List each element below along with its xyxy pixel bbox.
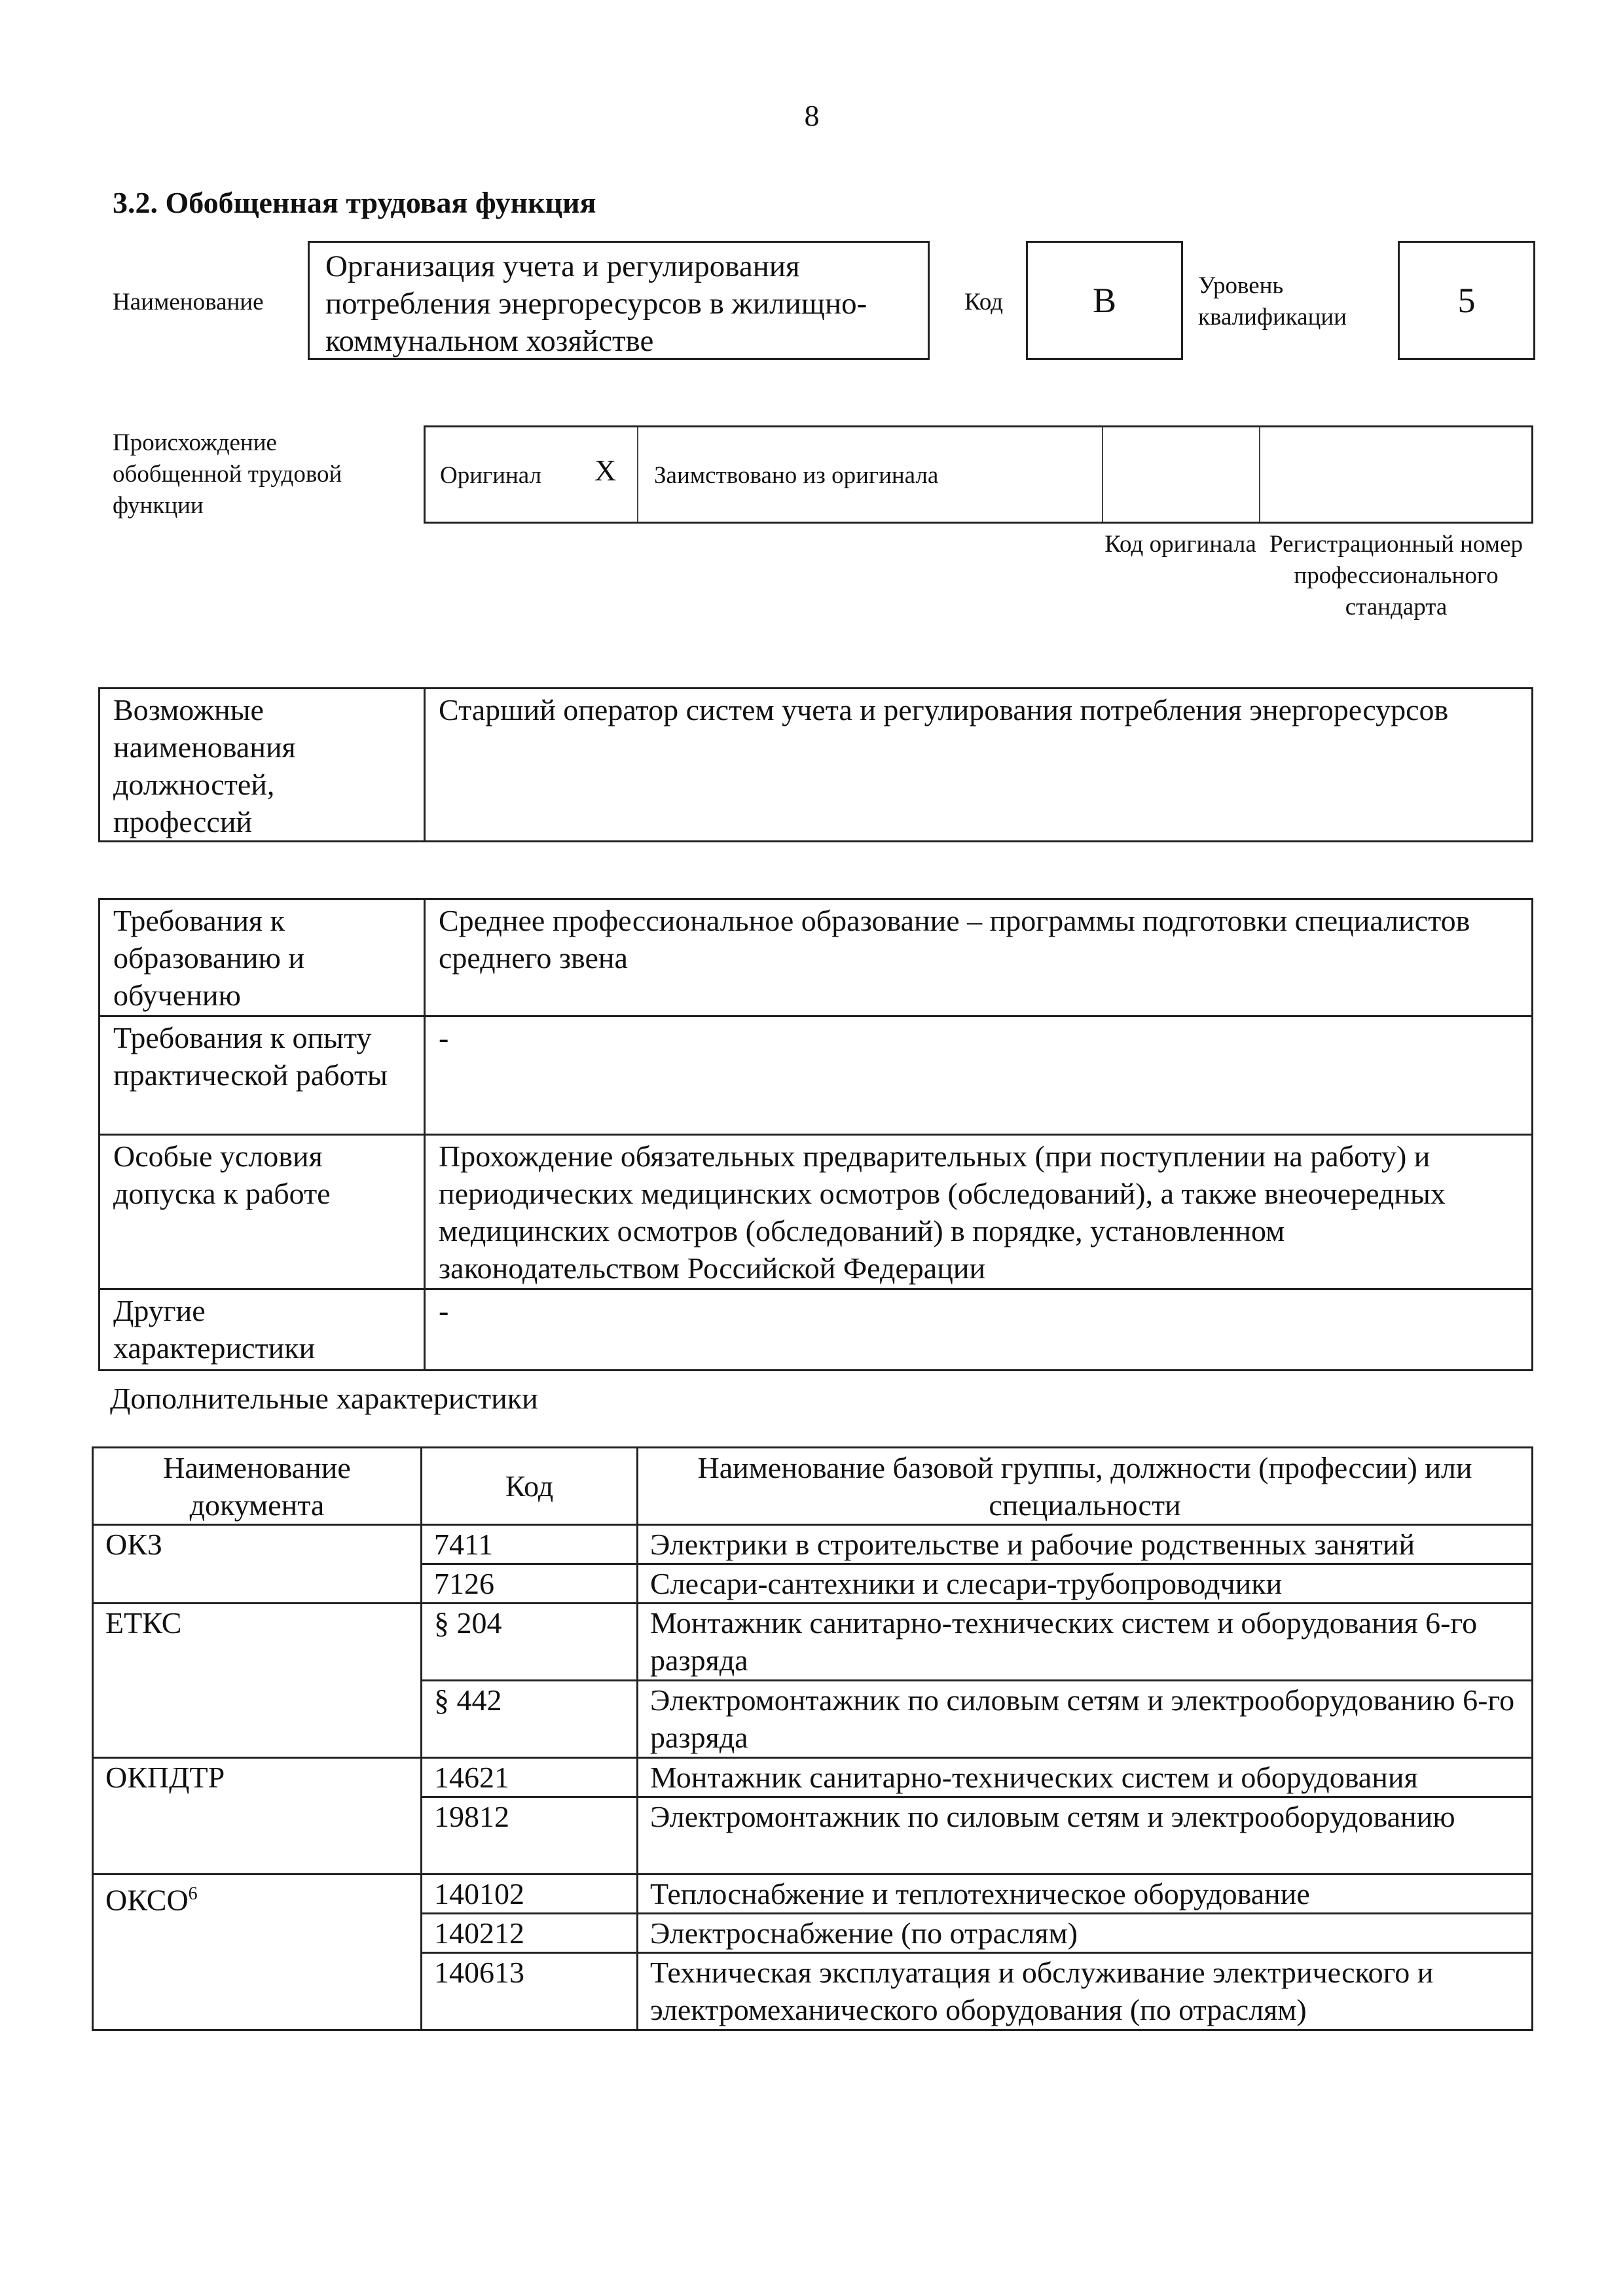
code-cell: 140102 — [422, 1874, 638, 1914]
admission-label: Особые условия допуска к работе — [100, 1135, 425, 1289]
name-cell: Электроснабжение (по отраслям) — [638, 1914, 1533, 1953]
code-cell: § 442 — [422, 1681, 638, 1758]
code-cell: 7126 — [422, 1564, 638, 1604]
requirements-table — [98, 898, 1533, 1371]
code-box — [1026, 241, 1183, 360]
origin-reg-cell — [1260, 427, 1531, 522]
origin-code-caption: Код оригинала — [1104, 531, 1256, 558]
code-cell: 19812 — [422, 1797, 638, 1874]
doc-okpdtr: ОКПДТР — [93, 1758, 422, 1874]
level-value: 5 — [1457, 281, 1476, 320]
origin-borrowed-cell — [638, 427, 1103, 522]
column-header: Наименование документа — [93, 1448, 422, 1525]
name-cell: Электрики в строительстве и рабочие родственных занятий — [638, 1525, 1533, 1564]
page-number: 8 — [804, 99, 820, 132]
doc-okz: ОКЗ — [93, 1525, 422, 1604]
origin-reg-caption: Регистрационный номер профессионального стандарта — [1269, 531, 1523, 620]
name-cell: Монтажник санитарно-технических систем и оборудования 6-го разряда — [638, 1604, 1533, 1681]
name-cell: Электромонтажник по силовым сетям и электрооборудованию 6-го разряда — [638, 1681, 1533, 1758]
positions-value: Старший оператор систем учета и регулирования потребления энергоресурсов — [425, 689, 1533, 842]
doc-okso-text: ОКСО — [105, 1883, 189, 1917]
code-cell: 14621 — [422, 1758, 638, 1797]
experience-label: Требования к опыту практической работы — [100, 1016, 425, 1135]
other-value: - — [425, 1289, 1533, 1371]
positions-label: Возможные наименования должностей, профессий — [100, 689, 425, 842]
name-cell: Слесари-сантехники и слесари-трубопроводчики — [638, 1564, 1533, 1604]
admission-value: Прохождение обязательных предварительных (при поступлении на работу) и периодических медицинских осмотров (обследований), а также внеочередных медицинских осмотров (обследований) в порядке, установленном законодательством Российской Федерации — [425, 1135, 1533, 1289]
code-label: Код — [964, 289, 1004, 315]
education-value: Среднее профессиональное образование – программы подготовки специалистов среднего звена — [425, 899, 1533, 1016]
origin-original-cell — [426, 427, 638, 522]
additional-title: Дополнительные характеристики — [110, 1382, 538, 1415]
column-header: Код — [422, 1448, 638, 1525]
other-label: Другие характеристики — [100, 1289, 425, 1371]
origin-label: Происхождение обобщенной трудовой функции — [113, 429, 342, 519]
origin-borrowed-text: Заимствовано из оригинала — [654, 462, 939, 489]
code-cell: 140212 — [422, 1914, 638, 1953]
code-cell: 140613 — [422, 1953, 638, 2030]
origin-original-text: Оригинал — [440, 462, 542, 489]
section-title: 3.2. Обобщенная трудовая функция — [113, 186, 596, 219]
origin-mark: X — [594, 454, 617, 487]
footnote-marker: 6 — [188, 1884, 198, 1904]
positions-table — [98, 687, 1533, 842]
code-cell: 7411 — [422, 1525, 638, 1564]
column-header: Наименование базовой группы, должности (профессии) или специальности — [638, 1448, 1533, 1525]
origin-table — [424, 425, 1533, 524]
level-label: Уровень квалификации — [1198, 272, 1347, 331]
name-cell: Монтажник санитарно-технических систем и оборудования — [638, 1758, 1533, 1797]
doc-etks: ЕТКС — [93, 1604, 422, 1758]
name-label: Наименование — [113, 289, 264, 315]
origin-code-cell — [1103, 427, 1260, 522]
experience-value: - — [425, 1016, 1533, 1135]
code-value: B — [1092, 281, 1117, 320]
name-cell: Электромонтажник по силовым сетям и электрооборудованию — [638, 1797, 1533, 1874]
level-box — [1398, 241, 1535, 360]
name-cell: Теплоснабжение и теплотехническое оборудование — [638, 1874, 1533, 1914]
function-name-box: Организация учета и регулирования потребления энергоресурсов в жилищно-коммунальном хозяйстве — [308, 241, 930, 360]
education-label: Требования к образованию и обучению — [100, 899, 425, 1016]
doc-okso — [93, 1874, 422, 2030]
code-cell: § 204 — [422, 1604, 638, 1681]
name-cell: Техническая эксплуатация и обслуживание электрического и электромеханического оборудования (по отраслям) — [638, 1953, 1533, 2030]
additional-table — [92, 1446, 1533, 2031]
